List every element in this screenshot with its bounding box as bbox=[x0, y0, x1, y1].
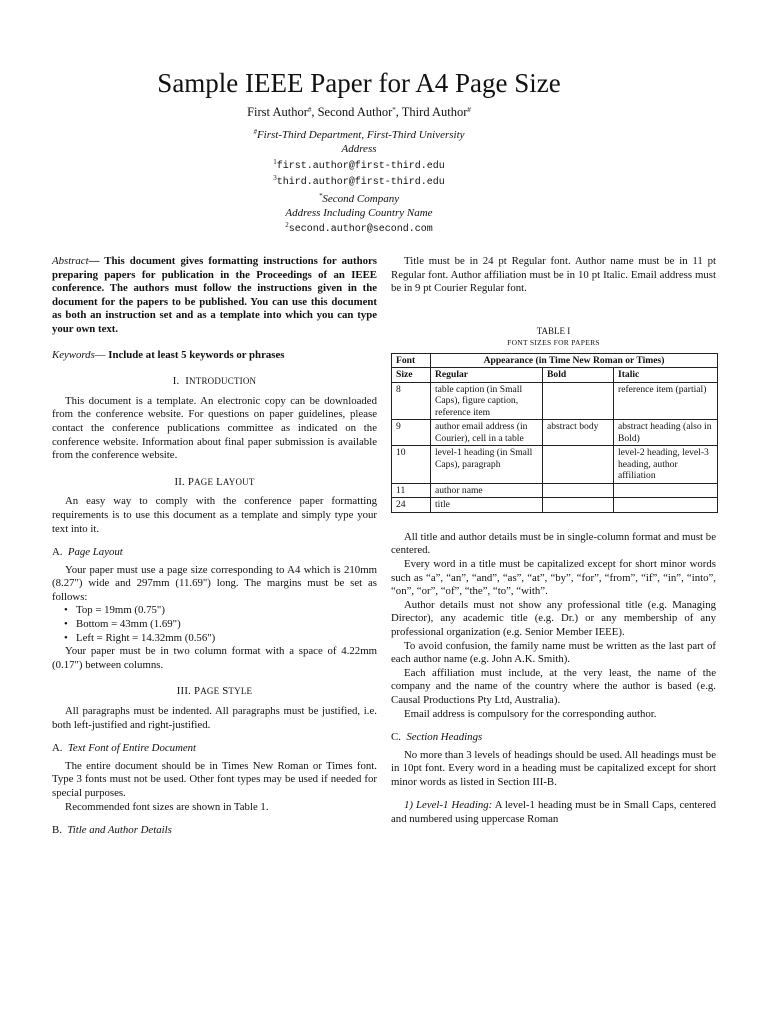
table-header-appearance: Appearance (in Time New Roman or Times) bbox=[431, 353, 718, 368]
table-cell: 8 bbox=[392, 382, 431, 420]
paragraph: Every word in a title must be capitalized except for short minor words such as “a”, “an”, “and”, “as”, “at”, “by”, “for”, “from”, “if”, “in”, “into”, “on”, “or”, “of”, “the”, “to”, “with”. bbox=[391, 557, 716, 598]
section-number: III. bbox=[176, 685, 192, 698]
paragraph: All paragraphs must be indented. All paragraphs must be justified, i.e. both left-justified and right-justified. bbox=[52, 705, 377, 731]
abstract-label: Abstract bbox=[52, 255, 89, 267]
email-marker: 1 bbox=[273, 158, 277, 166]
email-address: first.author@first-third.edu bbox=[276, 161, 445, 172]
table-cell bbox=[543, 446, 614, 484]
author-marker: * bbox=[392, 106, 396, 114]
subsection-heading-section-headings bbox=[391, 731, 716, 745]
table-cell: 11 bbox=[392, 483, 431, 498]
table-cell: author email address (in Courier), cell in a table bbox=[431, 420, 543, 446]
affiliation-marker: * bbox=[318, 192, 323, 200]
keywords-dash: — bbox=[94, 348, 109, 361]
affiliation-line: Second Company bbox=[322, 193, 400, 205]
affiliation-line: Address Including Country Name bbox=[285, 206, 433, 219]
table-header-regular: Regular bbox=[431, 368, 543, 383]
table-cell bbox=[543, 483, 614, 498]
email-line bbox=[0, 176, 718, 189]
paragraph: Recommended font sizes are shown in Table 1. bbox=[65, 800, 269, 813]
table-cell: table caption (in Small Caps), figure caption, reference item bbox=[431, 382, 543, 420]
heading-rest: NTRODUCTION bbox=[189, 376, 257, 387]
table-cell bbox=[614, 498, 718, 513]
list-item: • Top = 19mm (0.75") bbox=[52, 604, 377, 618]
paragraph: Title must be in 24 pt Regular font. Author name must be in 11 pt Regular font. Author affiliation must be in 10 pt Italic. Email address must be in 9 pt Courier Regular font. bbox=[391, 255, 716, 295]
paragraph: This document is a template. An electronic copy can be downloaded from the conference website. For questions on paper guidelines, please contact the conference publications committee as indicated on the conference website. Information about final paper submission is available from the conference website. bbox=[52, 394, 377, 462]
table-cell: level-2 heading, level-3 heading, author affiliation bbox=[614, 446, 718, 484]
table-header-size: Size bbox=[392, 368, 431, 383]
heading-initial: S bbox=[222, 685, 229, 698]
table-row bbox=[392, 498, 718, 513]
paper-title: Sample IEEE Paper for A4 Page Size bbox=[157, 68, 561, 98]
paragraph: Author details must not show any professional title (e.g. Managing Director), any academic title (e.g. Dr.) or any membership of any professional organization (e.g. Senior Member IEEE). bbox=[391, 598, 716, 638]
table-row bbox=[392, 382, 718, 420]
email-marker: 3 bbox=[273, 174, 277, 182]
heading-initial: L bbox=[216, 475, 223, 488]
paragraph: All title and author details must be in single-column format and must be centered. bbox=[391, 530, 716, 557]
heading-rest: TYLE bbox=[228, 686, 253, 697]
table-header-bold: Bold bbox=[543, 368, 614, 383]
list-item: • Bottom = 43mm (1.69") bbox=[52, 618, 377, 632]
heading-rest: AGE bbox=[200, 686, 220, 697]
email-line bbox=[0, 160, 718, 173]
table-row bbox=[392, 483, 718, 498]
email-address: third.author@first-third.edu bbox=[276, 177, 445, 188]
table-cell: reference item (partial) bbox=[614, 382, 718, 420]
subsection-heading-page-layout bbox=[52, 546, 377, 560]
heading-rest: AGE bbox=[194, 476, 214, 487]
section-heading-page-style bbox=[52, 685, 377, 699]
margin-list bbox=[52, 604, 377, 645]
author-marker: # bbox=[307, 106, 312, 114]
subsection-number: C. bbox=[391, 731, 401, 744]
abstract-text: This document gives formatting instructions for authors preparing papers for publication in the Proceedings of an IEEE conference. The authors must follow the instructions given in the document for the papers to be published. You can use this document as both an instruction set and as a template into which you can type your own text. bbox=[52, 255, 377, 335]
heading-rest: AYOUT bbox=[222, 476, 255, 487]
table-row bbox=[392, 420, 718, 446]
paragraph: No more than 3 levels of headings should be used. All headings must be in 10pt font. Every word in a heading must be capitalized except for short minor words as listed in Section III-B. bbox=[391, 748, 716, 788]
paragraph: An easy way to comply with the conference paper formatting requirements is to use this document as a template and simply type your text into it. bbox=[52, 495, 377, 535]
subsection-title: Text Font of Entire Document bbox=[67, 742, 197, 755]
table-header-row bbox=[392, 353, 718, 368]
level-1-heading-paragraph bbox=[391, 799, 716, 826]
email-address: second.author@second.com bbox=[288, 224, 433, 235]
section-number: I. bbox=[172, 375, 180, 388]
section-heading-introduction bbox=[52, 375, 377, 389]
table-cell: 9 bbox=[392, 420, 431, 446]
email-marker: 2 bbox=[285, 221, 289, 229]
table-header-row bbox=[392, 368, 718, 383]
table-cell: level-1 heading (in Small Caps), paragraph bbox=[431, 446, 543, 484]
table-cell bbox=[543, 498, 614, 513]
affiliation-2 bbox=[0, 193, 718, 220]
heading-initial: I bbox=[185, 375, 190, 388]
paragraph: To avoid confusion, the family name must be written as the last part of each author name (e.g. John A.K. Smith). bbox=[391, 639, 716, 666]
table-subcaption: FONT SIZES FOR PAPERS bbox=[507, 337, 600, 347]
right-column bbox=[391, 255, 716, 827]
table-cell: abstract body bbox=[543, 420, 614, 446]
subsection-title: Title and Author Details bbox=[67, 824, 172, 837]
paragraph: Email address is compulsory for the corresponding author. bbox=[404, 707, 657, 720]
paragraph-heading: 1) Level-1 Heading: bbox=[404, 799, 493, 812]
subsection-number: A. bbox=[52, 742, 63, 755]
left-column bbox=[52, 255, 377, 842]
heading-initial: P bbox=[187, 475, 195, 488]
subsection-title: Section Headings bbox=[406, 731, 483, 744]
table-cell bbox=[543, 382, 614, 420]
paragraph: Each affiliation must include, at the very least, the name of the company and the name of the country where the author is based (e.g. Causal Productions Pty Ltd, Australia). bbox=[391, 666, 716, 706]
subsection-title: Page Layout bbox=[67, 546, 123, 559]
subsection-number: B. bbox=[52, 824, 62, 837]
table-cell: author name bbox=[431, 483, 543, 498]
author-name: Second Author bbox=[317, 105, 393, 119]
heading-initial: P bbox=[193, 685, 201, 698]
table-cell bbox=[614, 483, 718, 498]
keywords bbox=[52, 349, 377, 363]
section-heading-page-layout bbox=[52, 476, 377, 490]
subsection-heading-text-font bbox=[52, 742, 377, 756]
table-cell: abstract heading (also in Bold) bbox=[614, 420, 718, 446]
abstract bbox=[52, 255, 377, 337]
subsection-heading-title-author bbox=[52, 824, 377, 838]
font-size-table bbox=[391, 353, 718, 513]
table-header-font: Font bbox=[392, 353, 431, 368]
author-marker: # bbox=[467, 106, 471, 114]
paragraph: The entire document should be in Times New Roman or Times font. Type 3 fonts must not be used. Other font types may be used if needed for special purposes. bbox=[52, 759, 377, 799]
table-cell: 10 bbox=[392, 446, 431, 484]
table-header-italic: Italic bbox=[614, 368, 718, 383]
author-list: First Author#, Second Author*, Third Author# bbox=[247, 105, 471, 119]
keywords-label: Keywords bbox=[52, 348, 95, 361]
affiliation-line: First-Third Department, First-Third University bbox=[256, 129, 465, 141]
list-item: • Left = Right = 14.32mm (0.56") bbox=[52, 632, 377, 646]
paragraph-text: A level-1 heading must be in Small Caps, centered and numbered using uppercase Roman bbox=[391, 799, 716, 826]
author-name: First Author bbox=[247, 105, 308, 119]
table-row bbox=[392, 446, 718, 484]
affiliation-1 bbox=[0, 129, 718, 156]
author-name: Third Author bbox=[401, 105, 468, 119]
paragraph: Your paper must be in two column format with a space of 4.22mm (0.17") between columns. bbox=[52, 645, 377, 671]
table-cell: 24 bbox=[392, 498, 431, 513]
affiliation-line: Address bbox=[341, 142, 377, 155]
table-caption: TABLE I bbox=[536, 325, 571, 336]
email-line bbox=[0, 223, 718, 236]
paragraph: Your paper must use a page size corresponding to A4 which is 210mm (8.27") wide and 297mm (11.69") long. The margins must be set as follows: bbox=[52, 563, 377, 603]
subsection-number: A. bbox=[52, 546, 63, 559]
section-number: II. bbox=[174, 475, 185, 488]
keywords-text: Include at least 5 keywords or phrases bbox=[108, 348, 285, 361]
abstract-dash: — bbox=[88, 255, 105, 267]
table-cell: title bbox=[431, 498, 543, 513]
affiliation-marker: # bbox=[253, 128, 257, 136]
